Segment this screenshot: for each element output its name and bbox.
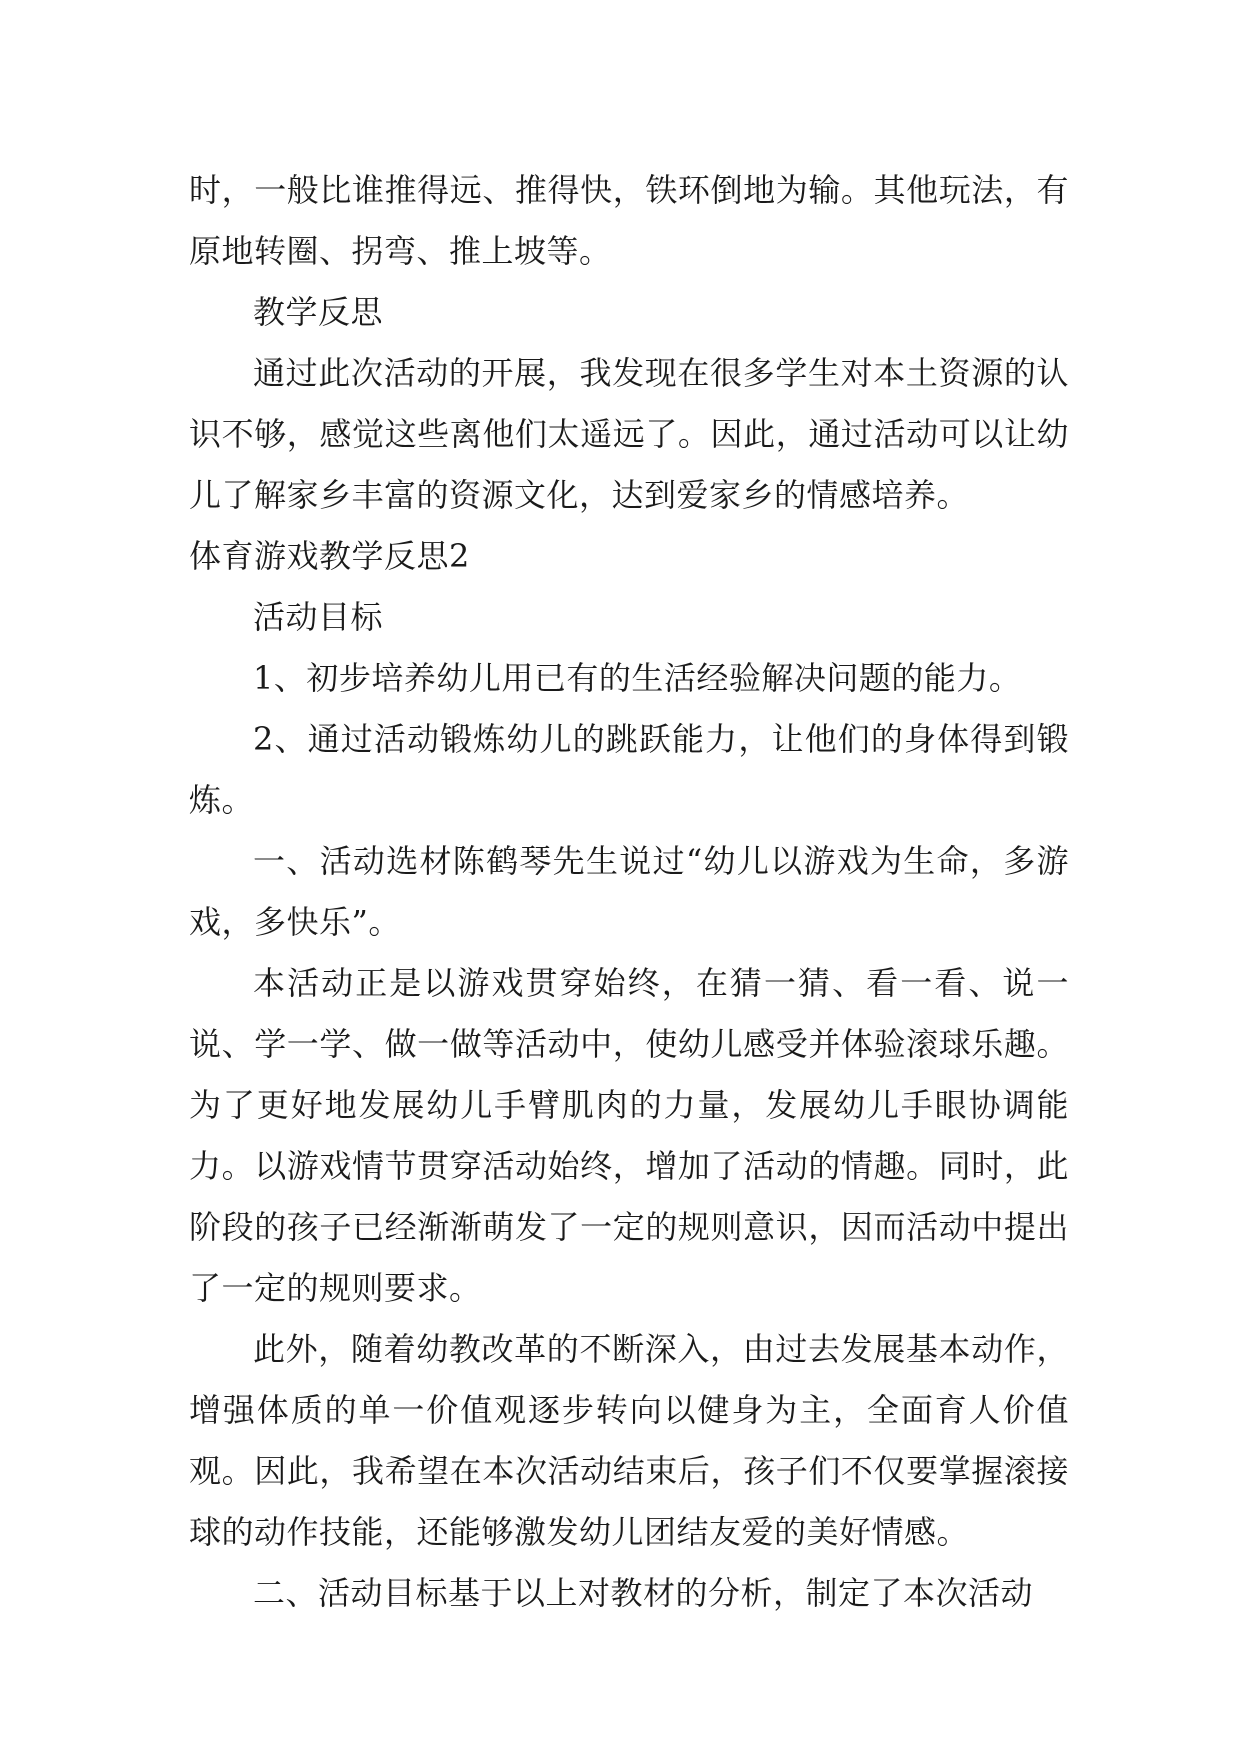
article-title: 体育游戏教学反思2: [189, 537, 470, 575]
list-item: 2、通过活动锻炼幼儿的跳跃能力，让他们的身体得到锻炼。: [189, 720, 1069, 819]
body-paragraph: 时，一般比谁推得远、推得快，铁环倒地为输。其他玩法，有原地转圈、拐弯、推上坡等。: [189, 171, 1069, 270]
body-paragraph: 此外，随着幼教改革的不断深入，由过去发展基本动作，增强体质的单一价值观逐步转向以健身为主，全面育人价值观。因此，我希望在本次活动结束后，孩子们不仅要掌握滚接球的动作技能，还能够激发幼儿团结友爱的美好情感。: [189, 1330, 1069, 1551]
document-body: [189, 160, 1069, 1624]
body-paragraph: 一、活动选材陈鹤琴先生说过“幼儿以游戏为生命，多游戏，多快乐”。: [189, 842, 1069, 941]
body-paragraph: 本活动正是以游戏贯穿始终，在猜一猜、看一看、说一说、学一学、做一做等活动中，使幼儿感受并体验滚球乐趣。为了更好地发展幼儿手臂肌肉的力量，发展幼儿手眼协调能力。以游戏情节贯穿活动始终，增加了活动的情趣。同时，此阶段的孩子已经渐渐萌发了一定的规则意识，因而活动中提出了一定的规则要求。: [189, 964, 1069, 1307]
body-paragraph: 二、活动目标基于以上对教材的分析，制定了本次活动: [253, 1574, 1034, 1612]
section-heading: 教学反思: [253, 293, 384, 331]
section-heading: 活动目标: [253, 598, 384, 636]
body-paragraph: 通过此次活动的开展，我发现在很多学生对本土资源的认识不够，感觉这些离他们太遥远了。因此，通过活动可以让幼儿了解家乡丰富的资源文化，达到爱家乡的情感培养。: [189, 354, 1069, 514]
list-item: 1、初步培养幼儿用已有的生活经验解决问题的能力。: [253, 659, 1022, 697]
